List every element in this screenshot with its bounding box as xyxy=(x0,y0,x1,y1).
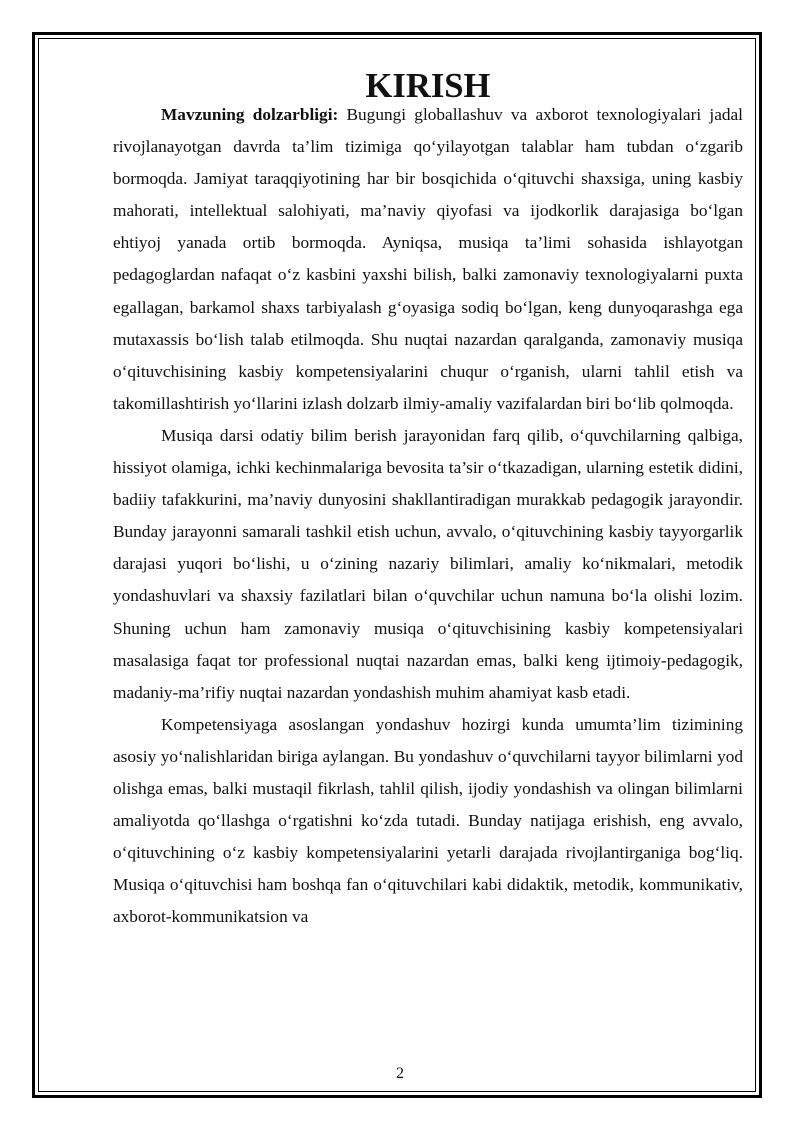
paragraph-music-lesson xyxy=(113,420,743,709)
paragraph-lead: Mavzuning dolzarbligi: xyxy=(161,105,339,124)
paragraph-text: Kompetensiyaga asoslangan yondashuv hozirgi kunda umumta’lim tizimining asosiy yo‘nalishlaridan biriga aylangan. Bu yondashuv o‘quvchilarni tayyor bilimlarni yod olishga emas, balki mustaqil fikrlash, tahlil qilish, ijodiy yondashish va olingan bilimlarni amaliyotda qo‘llashga o‘rgatishni ko‘zda tutadi. Bunday natijaga erishish, eng avvalo, o‘qituvchining o‘z kasbiy kompetensiyalarini yetarli darajada rivojlantirganiga bog‘liq. Musiqa o‘qituvchisi ham boshqa fan o‘qituvchilari kabi didaktik, metodik, kommunikativ, axborot-kommunikatsion va xyxy=(113,714,743,927)
section-heading: KIRISH xyxy=(365,67,491,105)
page-number: 2 xyxy=(396,1065,404,1082)
paragraph-text: Musiqa darsi odatiy bilim berish jarayonidan farq qilib, o‘quvchilarning qalbiga, hissiyot olamiga, ichki kechinmalariga bevosita ta’sir o‘tkazadigan, ularning estetik didini, badiiy tafakkurini, ma’naviy dunyosini shakllantiradigan murakkab pedagogik jarayondir. Bunday jarayonni samarali tashkil etish uchun, avvalo, o‘qituvchining kasbiy tayyorgarlik darajasi yuqori bo‘lishi, u o‘zining nazariy bilimlari, amaliy ko‘nikmalari, metodik yondashuvlari va shaxsiy fazilatlari bilan o‘quvchilar uchun namuna bo‘la olishi lozim. Shuning uchun ham zamonaviy musiqa o‘qituvchisining kasbiy kompetensiyalari masalasiga faqat tor professional nuqtai nazardan emas, balki keng ijtimoiy-pedagogik, madaniy-ma’rifiy nuqtai nazardan yondashish muhim ahamiyat kasb etadi. xyxy=(113,425,743,702)
paragraph-competence-approach xyxy=(113,709,743,934)
paragraph-relevance xyxy=(113,99,743,420)
paragraph-text: Bugungi globallashuv va axborot texnologiyalari jadal rivojlanayotgan davrda ta’lim tizimiga qo‘yilayotgan talablar ham tubdan o‘zgarib bormoqda. Jamiyat taraqqiyotining har bir bosqichida o‘qituvchi shaxsiga, uning kasbiy mahorati, intellektual salohiyati, ma’naviy qiyofasi va ijodkorlik darajasiga bo‘lgan ehtiyoj yanada ortib bormoqda. Ayniqsa, musiqa ta’limi sohasida ishlayotgan pedagoglardan nafaqat o‘z kasbini yaxshi bilish, balki zamonaviy texnologiyalarni puxta egallagan, barkamol shaxs tarbiyalash g‘oyasiga sodiq bo‘lgan, keng dunyoqarashga ega mutaxassis bo‘lish talab etilmoqda. Shu nuqtai nazardan qaralganda, zamonaviy musiqa o‘qituvchisining kasbiy kompetensiyalarini chuqur o‘rganish, ularni tahlil etish va takomillashtirish yo‘llarini izlash dolzarb ilmiy-amaliy vazifalardan biri bo‘lib qolmoqda. xyxy=(113,105,743,413)
document-body xyxy=(113,67,743,933)
